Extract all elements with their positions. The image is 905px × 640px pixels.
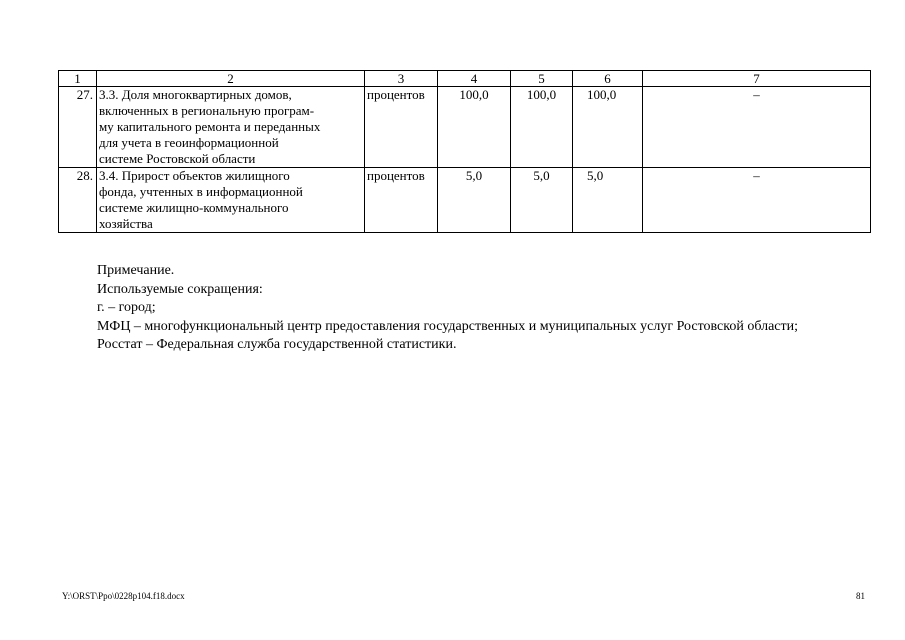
row-number: 28.: [59, 168, 97, 233]
row-value-6: 5,0: [573, 168, 643, 233]
row-value-4: 100,0: [438, 87, 511, 168]
row-description-line: системе жилищно-коммунального: [99, 200, 289, 215]
row-description: [97, 168, 365, 233]
row-description-line: 3.4. Прирост объектов жилищного: [99, 168, 290, 183]
row-note: –: [643, 87, 871, 168]
row-description-line: системе Ростовской области: [99, 151, 256, 166]
table-row: [59, 168, 871, 233]
header-cell: 3: [365, 71, 438, 87]
header-cell: 4: [438, 71, 511, 87]
table-row: [59, 87, 871, 168]
row-description-line: 3.3. Доля многоквартирных домов,: [99, 87, 292, 102]
header-cell: 6: [573, 71, 643, 87]
header-cell: 7: [643, 71, 871, 87]
row-unit: процентов: [365, 168, 438, 233]
row-note: –: [643, 168, 871, 233]
row-description-line: фонда, учтенных в информационной: [99, 184, 303, 199]
notes-block: [97, 262, 798, 355]
abbreviation-item: Росстат – Федеральная служба государственной статистики.: [97, 337, 457, 352]
abbreviation-item: МФЦ – многофункциональный центр предоставления государственных и муниципальных услуг Ростовской области;: [97, 318, 799, 334]
row-value-5: 5,0: [511, 168, 573, 233]
row-value-5: 100,0: [511, 87, 573, 168]
row-description-line: му капитального ремонта и переданных: [99, 119, 321, 134]
footer-file-path: Y:\ORST\Ppo\0228p104.f18.docx: [62, 591, 185, 601]
row-value-6: 100,0: [573, 87, 643, 168]
row-unit: процентов: [365, 87, 438, 168]
indicators-table: [58, 70, 871, 233]
row-description-line: для учета в геоинформационной: [99, 135, 279, 150]
abbreviation-item: г. – город;: [97, 300, 156, 315]
row-value-4: 5,0: [438, 168, 511, 233]
footer-page-number: 81: [856, 591, 865, 601]
notes-heading: Примечание.: [97, 263, 175, 278]
row-description-line: хозяйства: [99, 216, 153, 231]
abbreviations-heading: Используемые сокращения:: [97, 281, 263, 297]
row-description-line: включенных в региональную програм-: [99, 103, 315, 118]
header-cell: 5: [511, 71, 573, 87]
row-description: [97, 87, 365, 168]
header-cell: 1: [59, 71, 97, 87]
table-header-row: [59, 71, 871, 87]
row-number: 27.: [59, 87, 97, 168]
header-cell: 2: [97, 71, 365, 87]
